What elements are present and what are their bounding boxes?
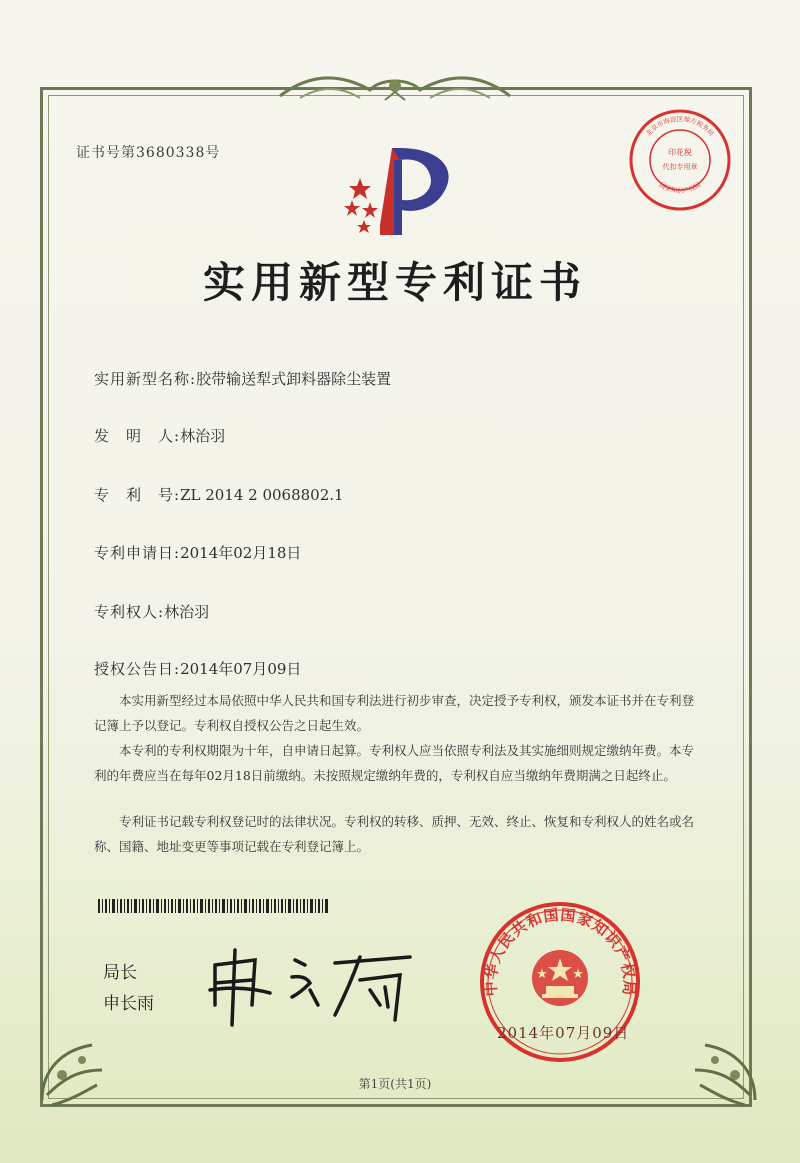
paragraph-text: 专利证书记载专利权登记时的法律状况。专利权的转移、质押、无效、终止、恢复和专利权人的姓名或名称、国籍、地址变更等事项记载在专利登记簿上。 [94,814,695,854]
svg-text:中华人民共和国国家知识产权局: 中华人民共和国国家知识产权局 [481,905,639,997]
barcode [98,899,328,913]
field-label: 授权公告日: [94,660,181,678]
field-value: 2014年02月18日 [180,544,302,562]
svg-text:国家知识产权局: 国家知识产权局 [657,180,703,195]
field-filing-date [94,542,301,563]
paragraph-term [94,738,694,788]
field-utility-model-name [94,368,391,389]
field-value: 胶带输送犁式卸料器除尘装置 [196,370,392,388]
director-title: 局长 [103,963,137,983]
seal-date: 2014年07月09日 [497,1024,630,1042]
paragraph-text: 本专利的专利权期限为十年，自申请日起算。专利权人应当依照专利法及其实施细则规定缴纳年费。本专利的年费应当在每年02月18日前缴纳。未按照规定缴纳年费的，专利权自应当缴纳年费期满之日起终止。 [94,743,695,783]
field-label: 专 利 号: [94,486,181,504]
field-value: 林治羽 [180,427,226,445]
paragraph-legal-status [94,809,694,859]
field-patent-number [94,484,344,505]
top-ornament [270,68,520,108]
field-value: ZL 2014 2 0068802.1 [180,486,344,504]
field-label: 专利申请日: [94,544,181,562]
svg-text:印花税: 印花税 [668,148,692,157]
field-label: 发 明 人: [94,427,181,445]
svg-text:代扣专用章: 代扣专用章 [662,163,698,171]
paragraph-text: 本实用新型经过本局依照中华人民共和国专利法进行初步审查，决定授予专利权，颁发本证书并在专利登记簿上予以登记。专利权自授权公告之日起生效。 [94,693,695,733]
field-announcement-date [94,658,301,679]
field-value: 林治羽 [164,603,210,621]
paragraph-grant [94,688,694,738]
certificate-title: 实用新型专利证书 [202,258,587,307]
page-number: 第1页(共1页) [358,1077,432,1091]
svg-text:北京市海淀区地方税务局: 北京市海淀区地方税务局 [644,115,716,138]
field-patentee [94,601,209,622]
corner-ornament-right [675,1030,765,1110]
field-inventor [94,425,225,446]
field-label: 实用新型名称: [94,370,197,388]
director-name: 申长雨 [103,994,154,1014]
field-value: 2014年07月09日 [180,660,302,678]
handwritten-signature [200,935,430,1030]
corner-ornament-left [32,1030,122,1110]
tax-seal-stamp [627,107,733,213]
certificate-number: 证书号第3680338号 [76,145,221,161]
field-label: 专利权人: [94,603,165,621]
cipo-logo-icon [330,140,460,240]
